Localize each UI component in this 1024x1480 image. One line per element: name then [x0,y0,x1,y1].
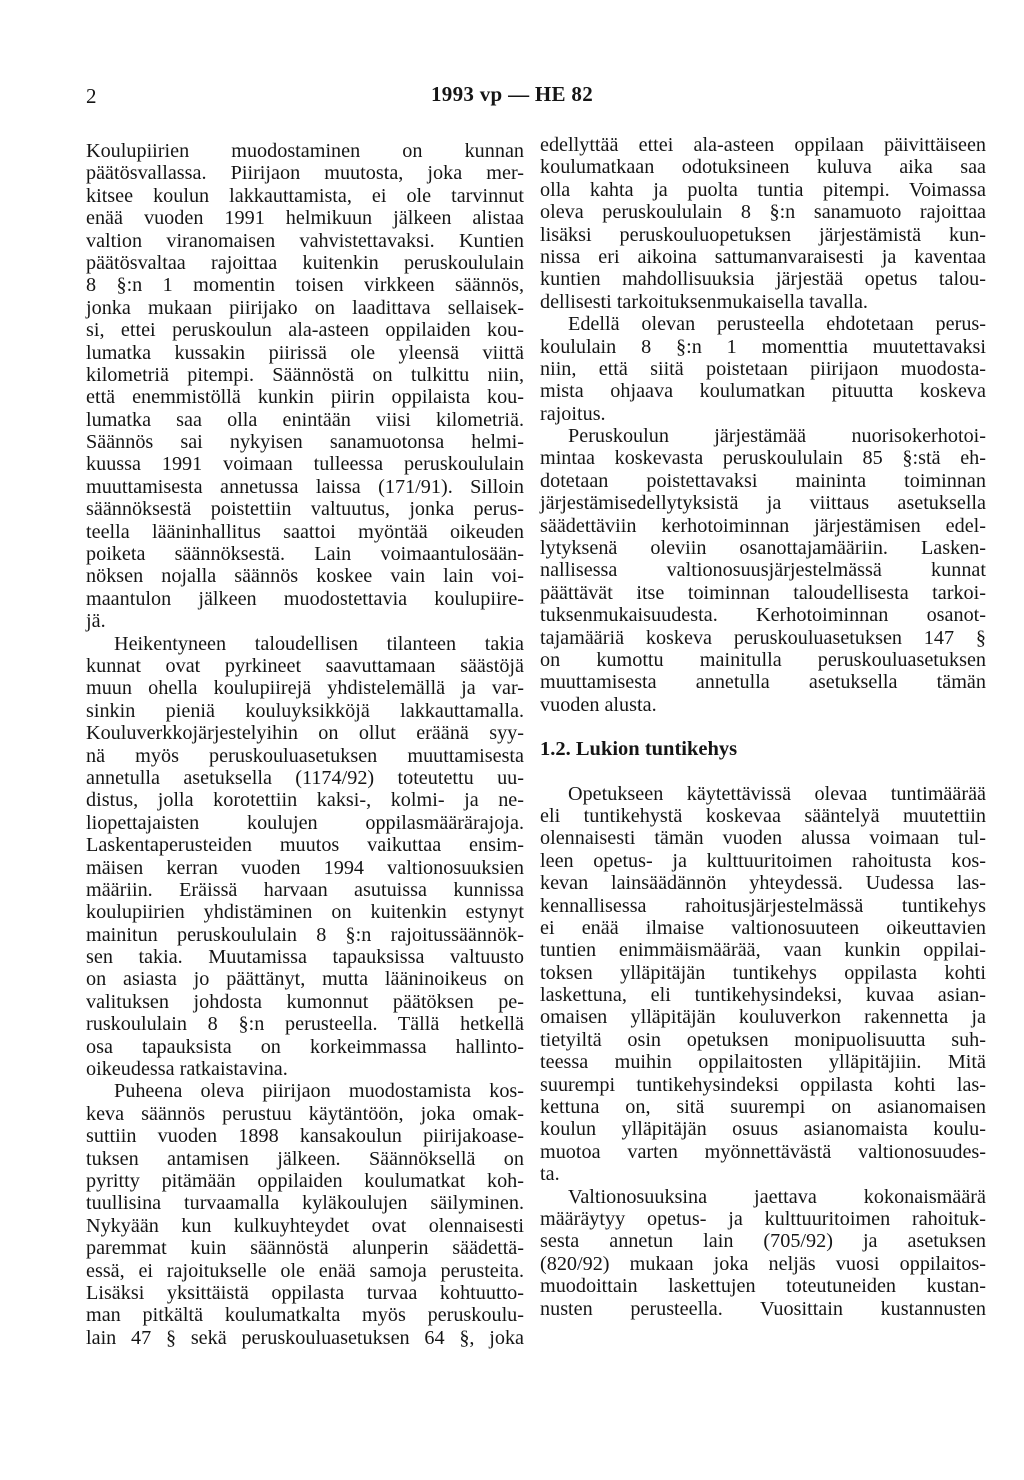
text-line: pyritty pitämään oppilaiden koulumatkat koh- [86,1169,524,1192]
text-line: nöksen nojalla säännös koskee vain lain voi- [86,565,524,588]
text-line: muodoittain laskettujen toteutuneiden kustan- [540,1275,986,1298]
text-line: nissa eri aikoina sattumanvaraisesti ja kaventaa [540,245,986,268]
text-line: ei enää ilmaise valtionosuuteen oikeuttavien [540,916,986,939]
text-line: sesta annetun lain (705/92) ja asetuksen [540,1230,986,1253]
text-line: tuntien enimmäismäärää, vaan kunkin oppilai- [540,939,986,962]
text-line: osa tapauksista on korkeimmassa hallinto- [86,1035,524,1058]
text-line: lytyksenä oleviin osanottajamääriin. Lasken- [540,537,986,560]
text-line: tajamääriä koskeva peruskouluasetuksen 147 § [540,626,986,649]
text-line: sinkin pieniä kouluyksikköjä lakkauttamalla. [86,699,524,722]
text-line: dotetaan poistettavaksi maininta toiminnan [540,469,986,492]
text-line: määriin. Eräissä harvaan asutuissa kunnissa [86,878,524,901]
paragraph-spacer [540,761,986,783]
text-line: omaisen ylläpitäjän kouluverkon rakennetta ja [540,1006,986,1029]
right-column [540,134,986,1320]
text-line: Koulupiirien muodostaminen on kunnan [86,140,524,162]
text-line: valtion viranomaisen vahvistettavaksi. Kuntien [86,229,524,252]
text-line: mista ohjaava koulumatkan pituutta koskeva [540,380,986,403]
text-line: tuksen antamisen jälkeen. Säännöksellä on [86,1147,524,1170]
text-line: edellyttää ettei ala-asteen oppilaan päivittäiseen [540,134,986,156]
text-line: suttiin vuoden 1898 kansakoulun piirijakoase- [86,1125,524,1148]
text-line: oikeudessa ratkaistavina. [86,1058,288,1081]
text-line: tietyiltä osin opetuksen monipuolisuutta suh- [540,1028,986,1051]
text-line: teessa muihin oppilaitosten ylläpitäjiin. Mitä [540,1051,986,1074]
text-line: keva säännös perustuu käytäntöön, joka omak- [86,1102,524,1125]
text-line: päätösvallassa. Piirijaon muutosta, joka mer- [86,162,524,185]
text-line: suurempi tuntikehysindeksi oppilasta kohti las- [540,1073,986,1096]
text-line: säännöksestä poistettiin valtuutus, jonka perus- [86,498,524,521]
text-line: muuttamisesta annetulla asetuksella tämän [540,671,986,694]
text-line: nä myös peruskouluasetuksen muuttamisesta [86,744,524,767]
text-line: enää vuoden 1991 helmikuun jälkeen alistaa [86,207,524,230]
text-line: päättävät itse toiminnan taloudellisesta tarkoi- [540,581,986,604]
text-line: on kumottu mainitulla peruskouluasetuksen [540,648,986,671]
text-line: tuullisina turvaamalla kyläkoulujen säilyminen. [86,1192,524,1215]
text-line: valituksen johdosta kumonnut päätöksen pe- [86,990,524,1013]
text-line: kuntien mahdollisuuksia järjestää opetus talou- [540,268,986,291]
text-line: Laskentaperusteiden muutos vaikuttaa ensim- [86,834,524,857]
text-line: kilometriä pitempi. Säännöstä on tulkittu niin, [86,363,524,386]
text-line: lumatka kussakin piirissä ole yleensä viittä [86,341,524,364]
text-line: teella lääninhallitus saattoi myöntää oikeuden [86,520,524,543]
text-line: säädettäviin kerhotoiminnan järjestämisen edel- [540,514,986,537]
text-line: nallisessa valtionosuusjärjestelmässä kunnat [540,559,986,582]
text-line: leen opetus- ja kulttuuritoimen rahoitusta kos- [540,849,986,872]
text-line: on asiasta jo päättänyt, mutta lääninoikeus on [86,968,524,991]
text-line: niin, että siitä poistetaan piirijaon muodosta- [540,357,986,380]
text-line: eli tuntikehystä koskevaa sääntelyä muutettiin [540,804,986,827]
text-line: toksen ylläpitäjän tuntikehys oppilasta kohti [540,961,986,984]
text-line: kennallisessa rahoitusjärjestelmässä tuntikehys [540,894,986,917]
text-line: poiketa säännöksestä. Lain voimaantulosään- [86,543,524,566]
text-line: että enemmistöllä kunkin piirin oppilaista kou- [86,386,524,409]
text-line: muuttamisesta annetussa laissa (171/91). Silloin [86,475,524,498]
text-line: lain 47 § sekä peruskouluasetuksen 64 §, joka [86,1326,524,1349]
text-line: laskettuna, eli tuntikehysindeksi, kuvaa asian- [540,984,986,1007]
text-line: nusten perusteella. Vuosittain kustannusten [540,1297,986,1320]
text-line: Puheena oleva piirijaon muodostamista kos- [114,1080,524,1103]
text-line: rajoitus. [540,402,606,425]
text-line: man pitkältä koulumatkalta myös peruskoulu- [86,1304,524,1327]
text-line: muotoa varten myönnettävästä valtionosuudes- [540,1140,986,1163]
running-header: 1993 vp — HE 82 [430,82,594,106]
text-line: ta. [540,1163,560,1186]
text-line: si, ettei peruskoulun ala-asteen oppilaiden kou- [86,319,524,342]
text-line: Valtionosuuksina jaettava kokonaismäärä [568,1185,986,1208]
text-line: kuussa 1991 voimaan tulleessa peruskoululain [86,453,524,476]
text-line: maantulon jälkeen muodostettavia koulupiire- [86,587,524,610]
page-number: 2 [86,84,97,108]
text-line: (820/92) mukaan joka neljäs vuosi oppilaitos- [540,1252,986,1275]
text-line: muun ohella koulupiirejä yhdistelemällä ja var- [86,677,524,700]
text-line: oleva peruskoululain 8 §:n sanamuoto rajoittaa [540,201,986,224]
text-line: kevan lainsäädännön yhteydessä. Uudessa las- [540,872,986,895]
text-line: päätösvaltaa rajoittaa kuitenkin peruskoululain [86,251,524,274]
text-line: Heikentyneen taloudellisen tilanteen takia [114,632,524,655]
text-line: 8 §:n 1 momentin toisen virkkeen säännös, [86,274,524,297]
text-line: mainitun peruskoululain 8 §:n rajoitussäännök- [86,923,524,946]
paragraph-spacer [540,716,986,738]
text-line: dellisesti tarkoituksenmukaisella tavalla. [540,290,868,313]
text-line: distus, jolla korotettiin kaksi-, kolmi- ja ne- [86,789,524,812]
text-line: jä. [86,610,106,633]
text-line: Kouluverkkojärjestelyihin on ollut eräänä syy- [86,722,524,745]
text-line: koulun ylläpitäjän osuus asianomaista koulu- [540,1118,986,1141]
text-line: sen takia. Muutamissa tapauksissa valtuusto [86,946,524,969]
left-column [86,140,524,1349]
text-line: Opetukseen käytettävissä olevaa tuntimäärää [568,782,986,805]
text-line: kunnat ovat pyrkineet saavuttamaan säästöjä [86,654,524,677]
text-line: tuksenmukaisuudesta. Kerhotoiminnan osanot- [540,604,986,627]
text-line: koululain 8 §:n 1 momenttia muutettavaksi [540,335,986,358]
text-line: Peruskoulun järjestämää nuorisokerhotoi- [568,425,986,448]
text-line: määräytyy opetus- ja kulttuuritoimen rahoituk- [540,1207,986,1230]
text-line: Nykyään kun kulkuyhteydet ovat olennaisesti [86,1214,524,1237]
text-line: kettuna on, sitä suurempi on asianomaisen [540,1096,986,1119]
text-line: koulumatkaan odotuksineen kuluva aika saa [540,156,986,179]
text-line: vuoden alusta. [540,693,657,716]
text-line: liopettajaisten koulujen oppilasmäärärajoja. [86,811,524,834]
text-line: Säännös sai nykyisen sanamuotonsa helmi- [86,431,524,454]
text-line: koulupiirien yhdistäminen on kuitenkin estynyt [86,901,524,924]
text-line: lumatka saa olla enintään viisi kilometriä. [86,408,524,431]
text-line: annetulla asetuksella (1174/92) toteutettu uu- [86,766,524,789]
text-line: Edellä olevan perusteella ehdotetaan perus- [568,313,986,336]
text-line: jonka mukaan piirijako on laadittava sellaisek- [86,296,524,319]
text-line: mäisen kerran vuoden 1994 valtionosuuksien [86,856,524,879]
section-heading: 1.2. Lukion tuntikehys [540,738,738,761]
text-line: mintaa koskevasta peruskoululain 85 §:stä eh- [540,447,986,470]
text-line: essä, ei rajoitukselle ole enää samoja perusteita. [86,1259,524,1282]
text-line: olla kahta ja puolta tuntia pitempi. Voimassa [540,178,986,201]
text-line: kitsee koulun lakkauttamista, ei ole tarvinnut [86,184,524,207]
text-line: olennaisesti tämän vuoden alussa voimaan tul- [540,827,986,850]
text-line: järjestämisedellytyksistä ja viittaus asetuksella [540,492,986,515]
text-line: Lisäksi yksittäistä oppilasta turvaa kohtuutto- [86,1281,524,1304]
text-line: ruskoululain 8 §:n perusteella. Tällä hetkellä [86,1013,524,1036]
text-line: paremmat kuin säännöstä alunperin säädettä- [86,1237,524,1260]
text-line: lisäksi peruskouluopetuksen järjestämistä kun- [540,223,986,246]
